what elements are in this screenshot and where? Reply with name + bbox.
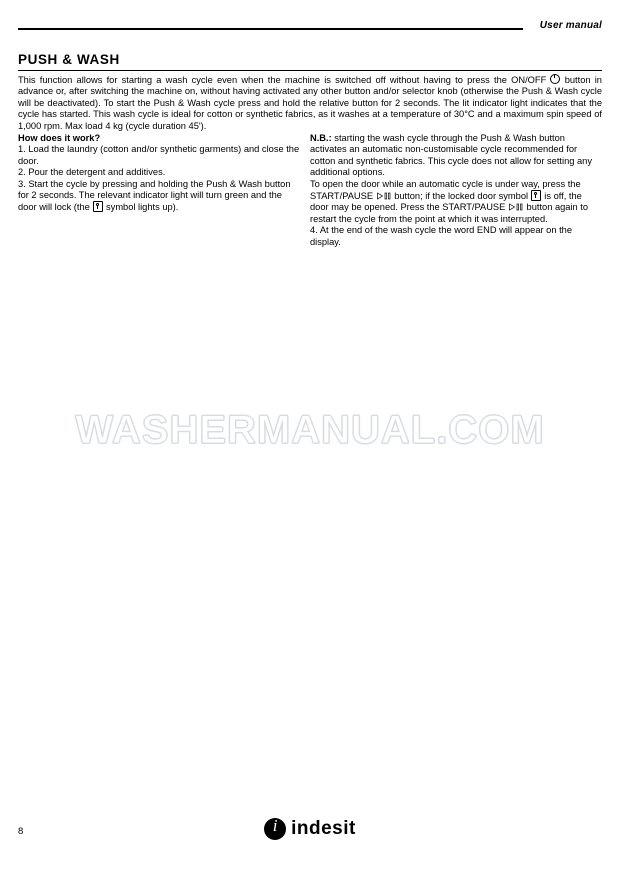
intro-text-part1: This function allows for starting a wash cycle even when the machine is switched off without having to press the ON/OFF <box>18 75 547 85</box>
header-title: User manual <box>539 20 602 31</box>
section-title: PUSH & WASH <box>18 52 120 67</box>
watermark: WASHERMANUAL.COM <box>75 408 545 452</box>
step-3 <box>18 179 300 214</box>
right-column <box>310 133 602 248</box>
open-door-paragraph <box>310 179 602 226</box>
indesit-logo-icon <box>264 818 286 840</box>
power-on-off-icon <box>550 74 560 84</box>
left-column <box>18 133 300 214</box>
brand-name: indesit <box>291 818 356 839</box>
step-3-text-part2: symbol lights up). <box>106 202 179 213</box>
open-door-text-part1: To open the door while an automatic cycle is under way, press the START/PAUSE <box>310 178 581 202</box>
note-paragraph <box>310 133 602 179</box>
intro-paragraph <box>18 74 602 132</box>
open-door-text-part4: button again to restart the cycle from the point at which it was interrupted. <box>310 202 589 224</box>
open-door-text-part2: button; if the locked door symbol <box>394 191 529 202</box>
page-number: 8 <box>18 826 24 837</box>
step-4: 4. At the end of the wash cycle the word END will appear on the display. <box>310 225 573 247</box>
step-3-text-part1: 3. Start the cycle by pressing and holding the Push & Wash button for 2 seconds. The relevant indicator light will turn green and the door will lock (the <box>18 178 291 213</box>
intro-text-part2: button in advance or, after switching the machine on, without having activated any other button and/or selector knob (otherwise the Push & Wash cycle will be deactivated). To start the Push & Wash cycle press and hold the relative button for 2 seconds. The lit indicator light indicates that the cycle has started. This wash cycle is ideal for cotton or synthetic fabrics, as it washes at a temperature of 30°C and a maximum spin speed of 1,000 rpm. Max load 4 kg (cycle duration 45'). <box>18 75 602 131</box>
start-pause-icon-1 <box>377 192 391 200</box>
how-does-it-work-heading: How does it work? <box>18 133 101 143</box>
start-pause-icon-2 <box>509 203 523 211</box>
door-lock-icon <box>93 201 103 212</box>
note-text: starting the wash cycle through the Push & Wash button activates an automatic non-customisable cycle recommended for cotton and synthetic fabrics. This cycle does not allow for setting any additional options. <box>310 133 592 178</box>
page-header <box>18 20 602 38</box>
header-divider <box>18 28 523 30</box>
section-title-divider <box>18 70 602 71</box>
door-lock-icon-2 <box>531 190 541 201</box>
brand-logo <box>0 818 620 845</box>
note-label: N.B.: <box>310 133 332 143</box>
open-door-text-part3: is off, the door may be opened. Press the START/PAUSE <box>310 191 582 213</box>
step-1: 1. Load the laundry (cotton and/or synthetic garments) and close the door. <box>18 144 300 166</box>
step-2: 2. Pour the detergent and additives. <box>18 167 166 178</box>
